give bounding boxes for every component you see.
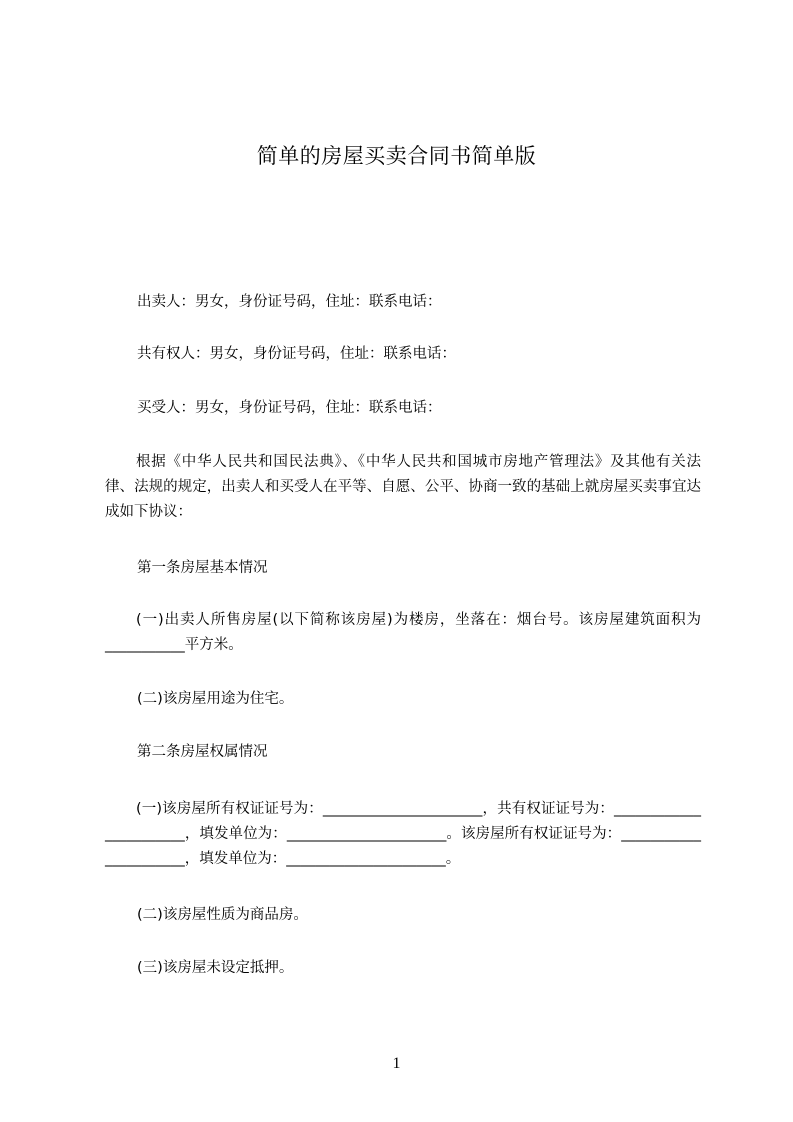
coowner-line: 共有权人：男女，身份证号码，住址：联系电话： — [137, 346, 456, 362]
article1-item1: (一)出卖人所售房屋(以下简称该房屋)为楼房，坐落在：烟台号。该房屋建筑面积为___________平方米。 — [105, 612, 701, 653]
article2-item3: (三)该房屋未设定抵押。 — [137, 960, 294, 976]
buyer-line: 买受人：男女，身份证号码，住址：联系电话： — [137, 400, 442, 416]
article1-heading: 第一条房屋基本情况 — [137, 560, 268, 576]
page-number: 1 — [392, 1055, 401, 1072]
article2-item2: (二)该房屋性质为商品房。 — [137, 907, 308, 923]
preamble-paragraph: 根据《中华人民共和国民法典》、《中华人民共和国城市房地产管理法》及其他有关法律、法规的规定，出卖人和买受人在平等、自愿、公平、协商一致的基础上就房屋买卖事宜达成如下协议： — [105, 454, 701, 520]
article1-item2: (二)该房屋用途为住宅。 — [137, 691, 294, 707]
seller-line: 出卖人：男女，身份证号码，住址：联系电话： — [137, 294, 442, 310]
article2-heading: 第二条房屋权属情况 — [137, 744, 268, 760]
document-title: 简单的房屋买卖合同书简单版 — [256, 144, 537, 168]
article2-item1: (一)该房屋所有权证证号为：______________________，共有权证证号为：_______________________，填发单位为：______________________。该房屋所有权证证号为：______________________，填发单位为：______________________。 — [105, 801, 701, 867]
